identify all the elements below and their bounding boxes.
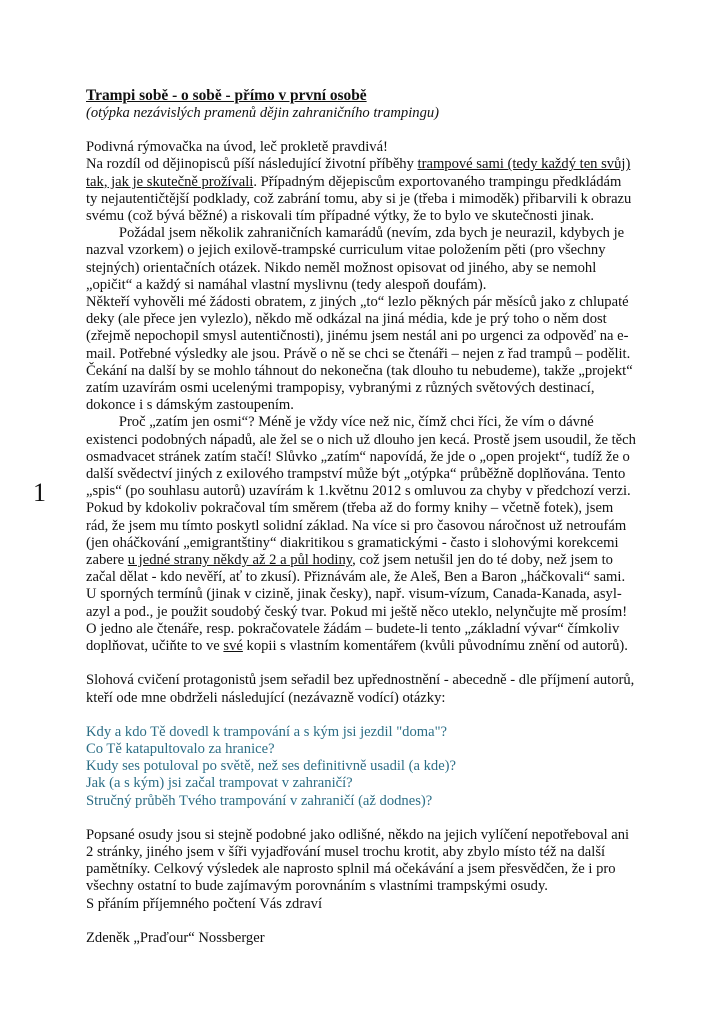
- text-span: zabere: [86, 552, 128, 569]
- text-line: Popsané osudy jsou si stejně podobné jako odlišné, někdo na jejich vylíčení nepotřeboval ani: [86, 826, 630, 843]
- text-line: osmadvacet stránek zatím stačí! Slůvko „zatím“ napovídá, že jde o „open projekt“, tudíž že o: [86, 448, 630, 465]
- text-line: S přáním příjemného počtení Vás zdraví: [86, 895, 323, 912]
- text-line: [86, 156, 642, 173]
- text-line: existenci podobných nápadů, ale žel se o nich už dlouho jen kecá. Prostě jsem usoudil, že těch: [86, 431, 636, 448]
- text-line: ty nejautentičtější podklady, což zabrání tomu, aby si je (třeba i mimoděk) přibarvili k obrazu: [86, 190, 632, 207]
- question-item: Kdy a kdo Tě dovedl k trampování a s kým jsi jezdil "doma"?: [86, 723, 448, 740]
- text-line: nazval vzorkem) o jejich exilově-trampské curriculum vitae položením pěti (pro všechny: [86, 242, 606, 259]
- underlined-text: trampové sami (tedy každý ten svůj): [417, 156, 631, 173]
- spacer: [86, 122, 642, 139]
- text-line: začal dělat - kdo nevěří, ať to zkusí). Přiznávám ale, že Aleš, Ben a Baron „háčkovali“ sami.: [86, 569, 626, 586]
- spacer: [86, 810, 642, 827]
- text-line: [86, 638, 642, 655]
- text-line: mail. Potřebné výsledky ale jsou. Právě o ně se chci se čtenáři – nejen z řad trampů – podělit.: [86, 345, 631, 362]
- text-span: doplňovat, učiňte to ve: [86, 638, 224, 655]
- text-line: rád, že jsem mu tímto poskytl solidní základ. Na více si pro časovou náročnost už netroufám: [86, 517, 627, 534]
- page-number: 1: [33, 478, 46, 507]
- text-line: azyl a pod., je použit soudobý český tvar. Pokud mi ještě něco uteklo, nelynčujte mě prosím!: [86, 603, 628, 620]
- text-line: (jen oháčkování „emigrantštiny“ diakritikou s gramatickými - často i slohovými korekcemi: [86, 534, 619, 551]
- document-subtitle: (otýpka nezávislých pramenů dějin zahraničního trampingu): [86, 105, 440, 121]
- text-line: [86, 174, 642, 191]
- text-line: kteří ode mne obdrželi následující (nezávazně vodící) otázky:: [86, 689, 446, 706]
- text-line: Slohová cvičení protagonistů jsem seřadil bez upřednostnění - abecedně - dle příjmení autorů,: [86, 672, 635, 689]
- text-line: Požádal jsem několik zahraničních kamarádů (nevím, zda bych je neurazil, kdybych je: [86, 225, 625, 242]
- text-line: další svědectví jiných z exilového trampství může být „otýpka“ průběžně doplňována. Tento: [86, 466, 626, 483]
- text-line: 2 stránky, jiného jsem v šíři vyjadřování musel trochu krotit, aby zbylo místo též na další: [86, 843, 606, 860]
- text-span: . Případným dějepiscům exportovaného trampingu předkládám: [253, 173, 622, 190]
- spacer: [86, 913, 642, 930]
- text-span: , což jsem netušil jen do té doby, než jsem to: [352, 552, 613, 569]
- question-list: [86, 724, 642, 810]
- text-line: Podivná rýmovačka na úvod, leč prokletě pravdivá!: [86, 139, 388, 156]
- underlined-text: své: [223, 638, 243, 655]
- document-body: [86, 87, 642, 947]
- text-line: svému (což bývá běžné) a riskovali tím případné výtky, že to bylo ve skutečnosti jinak.: [86, 208, 595, 225]
- question-item: Co Tě katapultovalo za hranice?: [86, 740, 275, 757]
- spacer: [86, 707, 642, 724]
- text-line: Proč „zatím jen osmi“? Méně je vždy více než nic, čímž chci říci, že vím o dávné: [86, 414, 594, 431]
- text-line: „spis“ (po souhlasu autorů) uzavírám k 1.květnu 2012 s omluvou za chyby v předchozí verzi.: [86, 483, 631, 500]
- question-item: Stručný průběh Tvého trampování v zahraničí (až dodnes)?: [86, 792, 433, 809]
- underlined-text: tak, jak je skutečně prožívali: [86, 173, 254, 190]
- question-item: Kudy ses potuloval po světě, než ses definitivně usadil (a kde)?: [86, 758, 457, 775]
- signature: Zdeněk „Praďour“ Nossberger: [86, 929, 265, 946]
- text-line: „opičit“ a každý si namáhal vlastní myslivnu (tedy alespoň doufám).: [86, 276, 487, 293]
- text-span: Na rozdíl od dějinopisců píší následující životní příběhy: [86, 156, 418, 173]
- text-line: (zřejmě nepochopil smysl autentičnosti), jinému jsem nestál ani po urgenci za odpověď na e-: [86, 328, 629, 345]
- document-title: Trampi sobě - o sobě - přímo v první osobě: [86, 87, 367, 104]
- text-line: Pokud by kdokoliv pokračoval tím směrem (třeba až do formy knihy – včetně fotek), jsem: [86, 500, 614, 517]
- intro-paragraph: [86, 139, 642, 655]
- text-line: [86, 552, 642, 569]
- text-line: dokonce i s dámským zastoupením.: [86, 397, 294, 414]
- text-line: Čekání na další by se mohlo táhnout do nekonečna (tak dlouho tu nebudeme), takže „projekt“: [86, 362, 633, 379]
- text-line: Někteří vyhověli mé žádosti obratem, z jiných „to“ lezlo pěkných pár měsíců jako z chlupaté: [86, 294, 629, 311]
- text-line: zatím uzavírám osmi ucelenými trampopisy, vybranými z různých světových destinací,: [86, 380, 595, 397]
- question-item: Jak (a s kým) jsi začal trampovat v zahraničí?: [86, 775, 353, 792]
- closing-paragraph: [86, 827, 642, 913]
- spacer: [86, 655, 642, 672]
- text-line: deky (ale přece jen vylezlo), někdo mě odkázal na jiná média, kde je prý toho o něm dost: [86, 311, 607, 328]
- text-line: všechny ostatní to bude zajímavým porovnáním s vlastními trampskými osudy.: [86, 878, 548, 895]
- method-paragraph: [86, 672, 642, 706]
- text-line: O jedno ale čtenáře, resp. pokračovatele žádám – budete-li tento „základní vývar“ čímkoliv: [86, 620, 620, 637]
- text-span: kopii s vlastním komentářem (kvůli původnímu znění od autorů).: [242, 638, 628, 655]
- text-line: U sporných termínů (jinak v cizině, jinak česky), např. visum-vízum, Canada-Kanada, asyl-: [86, 586, 622, 603]
- text-line: pamětníky. Celkový výsledek ale naprosto splnil má očekávání a jsem přesvědčen, že i pro: [86, 861, 616, 878]
- text-line: stejných) orientačních otázek. Nikdo neměl možnost opisovat od jiného, aby se nemohl: [86, 259, 597, 276]
- underlined-text: u jedné strany někdy až 2 a půl hodiny: [127, 552, 353, 569]
